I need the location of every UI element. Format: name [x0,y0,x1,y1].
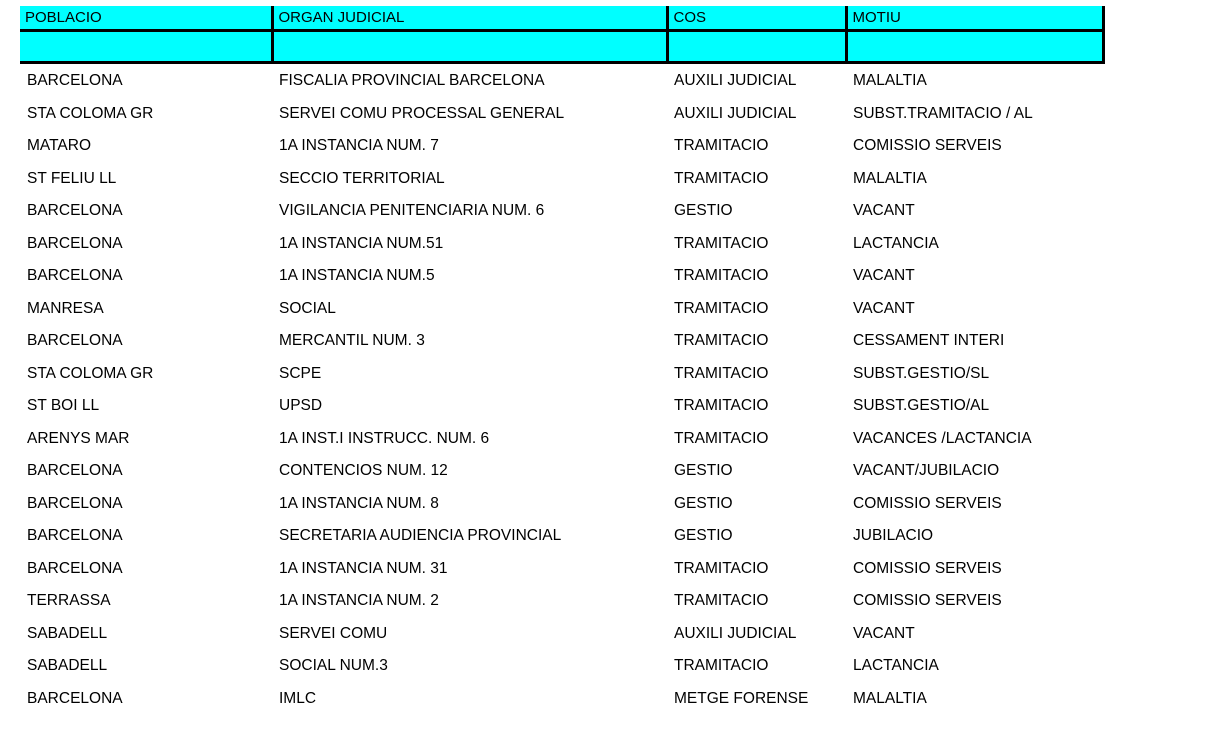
cell-cos[interactable]: AUXILI JUDICIAL [674,72,797,89]
cell-motiu[interactable]: COMISSIO SERVEIS [853,592,1002,609]
cell-motiu[interactable]: JUBILACIO [853,527,934,544]
table-row [20,650,1103,683]
table-row [20,390,1103,423]
cell-organ-judicial[interactable]: SECCIO TERRITORIAL [279,169,445,187]
cell-poblacio[interactable]: BARCELONA [27,332,123,349]
cell-organ-judicial[interactable]: 1A INST.I INSTRUCC. NUM. 6 [279,429,490,447]
cell-organ-judicial[interactable]: SERVEI COMU [279,624,388,642]
blank-cell[interactable] [667,31,846,63]
cell-organ-judicial[interactable]: CONTENCIOS NUM. 12 [279,462,448,479]
cell-organ-judicial[interactable]: 1A INSTANCIA NUM.5 [279,267,435,284]
cell-motiu[interactable]: SUBST.GESTIO/SL [853,364,990,382]
header-poblacio[interactable]: POBLACIO [20,6,272,31]
cell-motiu[interactable]: VACANT/JUBILACIO [853,462,1000,479]
cell-cos[interactable]: TRAMITACIO [674,429,769,447]
cell-motiu[interactable]: MALALTIA [853,689,927,707]
cell-poblacio[interactable]: BARCELONA [27,559,123,577]
table-row [20,293,1103,326]
cell-cos[interactable]: TRAMITACIO [674,137,769,154]
cell-cos[interactable]: TRAMITACIO [674,397,769,414]
cell-cos[interactable]: GESTIO [674,462,733,479]
cell-organ-judicial[interactable]: MERCANTIL NUM. 3 [279,332,425,349]
cell-motiu[interactable]: SUBST.GESTIO/AL [853,397,990,414]
cell-cos[interactable]: TRAMITACIO [674,559,769,577]
cell-organ-judicial[interactable]: FISCALIA PROVINCIAL BARCELONA [279,72,545,89]
cell-poblacio[interactable]: BARCELONA [27,689,123,707]
spreadsheet [20,6,1103,715]
cell-motiu[interactable]: COMISSIO SERVEIS [853,137,1002,154]
table-row [20,455,1103,488]
cell-organ-judicial[interactable]: SERVEI COMU PROCESSAL GENERAL [279,104,565,122]
cell-poblacio[interactable]: STA COLOMA GR [27,104,154,122]
cell-cos[interactable]: GESTIO [674,202,733,219]
header-motiu[interactable]: MOTIU [846,6,1103,31]
cell-organ-judicial[interactable]: 1A INSTANCIA NUM.51 [279,234,444,252]
cell-cos[interactable]: AUXILI JUDICIAL [674,104,797,122]
cell-poblacio[interactable]: STA COLOMA GR [27,364,154,382]
header-cos[interactable]: COS [667,6,846,31]
cell-motiu[interactable]: SUBST.TRAMITACIO / AL [853,104,1033,122]
header-organ-judicial[interactable]: ORGAN JUDICIAL [272,6,667,31]
table-row [20,260,1103,293]
header-row [20,6,1103,31]
cell-organ-judicial[interactable]: SOCIAL NUM.3 [279,657,388,674]
cell-cos[interactable]: TRAMITACIO [674,299,769,317]
cell-poblacio[interactable]: BARCELONA [27,527,123,544]
table-row [20,585,1103,618]
table-row [20,520,1103,553]
header-table [20,6,1105,64]
cell-motiu[interactable]: VACANT [853,202,915,219]
cell-poblacio[interactable]: BARCELONA [27,234,123,252]
cell-motiu[interactable]: COMISSIO SERVEIS [853,559,1002,577]
table-row [20,163,1103,196]
table-row [20,618,1103,651]
blank-cell[interactable] [20,31,272,63]
table-row [20,98,1103,131]
cell-poblacio[interactable]: BARCELONA [27,72,123,89]
cell-motiu[interactable]: MALALTIA [853,72,927,89]
cell-motiu[interactable]: VACANT [853,267,915,284]
table-row [20,423,1103,456]
cell-organ-judicial[interactable]: SOCIAL [279,299,336,317]
table-row [20,195,1103,228]
cell-poblacio[interactable]: ARENYS MAR [27,429,130,447]
blank-cell[interactable] [272,31,667,63]
cell-motiu[interactable]: CESSAMENT INTERI [853,332,1005,349]
cell-cos[interactable]: TRAMITACIO [674,332,769,349]
data-table [20,65,1103,715]
cell-organ-judicial[interactable]: SCPE [279,364,322,382]
cell-poblacio[interactable]: TERRASSA [27,592,111,609]
cell-cos[interactable]: TRAMITACIO [674,267,769,284]
cell-poblacio[interactable]: BARCELONA [27,462,123,479]
table-row [20,553,1103,586]
cell-poblacio[interactable]: SABADELL [27,657,108,674]
cell-motiu[interactable]: LACTANCIA [853,657,939,674]
cell-poblacio[interactable]: MATARO [27,137,92,154]
cell-cos[interactable]: TRAMITACIO [674,234,769,252]
cell-cos[interactable]: AUXILI JUDICIAL [674,624,797,642]
data-rows [20,65,1103,715]
cell-motiu[interactable]: VACANCES /LACTANCIA [853,429,1032,447]
cell-motiu[interactable]: LACTANCIA [853,234,939,252]
cell-poblacio[interactable]: SABADELL [27,624,108,642]
cell-organ-judicial[interactable]: SECRETARIA AUDIENCIA PROVINCIAL [279,527,562,544]
table-row [20,358,1103,391]
cell-motiu[interactable]: MALALTIA [853,169,927,187]
cell-cos[interactable]: GESTIO [674,494,733,512]
table-row [20,325,1103,358]
table-row [20,683,1103,716]
table-row [20,488,1103,521]
cell-cos[interactable]: TRAMITACIO [674,657,769,674]
cell-organ-judicial[interactable]: 1A INSTANCIA NUM. 8 [279,494,439,512]
table-row [20,228,1103,261]
cell-poblacio[interactable]: BARCELONA [27,202,123,219]
cell-poblacio[interactable]: BARCELONA [27,267,123,284]
cell-cos[interactable]: GESTIO [674,527,733,544]
cell-organ-judicial[interactable]: VIGILANCIA PENITENCIARIA NUM. 6 [279,202,545,219]
cell-motiu[interactable]: VACANT [853,299,915,317]
blank-cell[interactable] [846,31,1103,63]
cell-motiu[interactable]: VACANT [853,624,915,642]
cell-poblacio[interactable]: BARCELONA [27,494,123,512]
table-row [20,130,1103,163]
cell-organ-judicial[interactable]: 1A INSTANCIA NUM. 31 [279,559,448,577]
cell-cos[interactable]: METGE FORENSE [674,689,809,707]
cell-organ-judicial[interactable]: UPSD [279,397,323,414]
cell-organ-judicial[interactable]: 1A INSTANCIA NUM. 2 [279,592,439,609]
cell-organ-judicial[interactable]: 1A INSTANCIA NUM. 7 [279,137,439,154]
header-blank-row [20,31,1103,63]
cell-cos[interactable]: TRAMITACIO [674,364,769,382]
table-row [20,65,1103,98]
cell-poblacio[interactable]: ST BOI LL [27,397,100,414]
cell-poblacio[interactable]: MANRESA [27,299,104,317]
cell-cos[interactable]: TRAMITACIO [674,169,769,187]
cell-cos[interactable]: TRAMITACIO [674,592,769,609]
cell-organ-judicial[interactable]: IMLC [279,689,317,707]
cell-poblacio[interactable]: ST FELIU LL [27,169,117,187]
cell-motiu[interactable]: COMISSIO SERVEIS [853,494,1002,512]
